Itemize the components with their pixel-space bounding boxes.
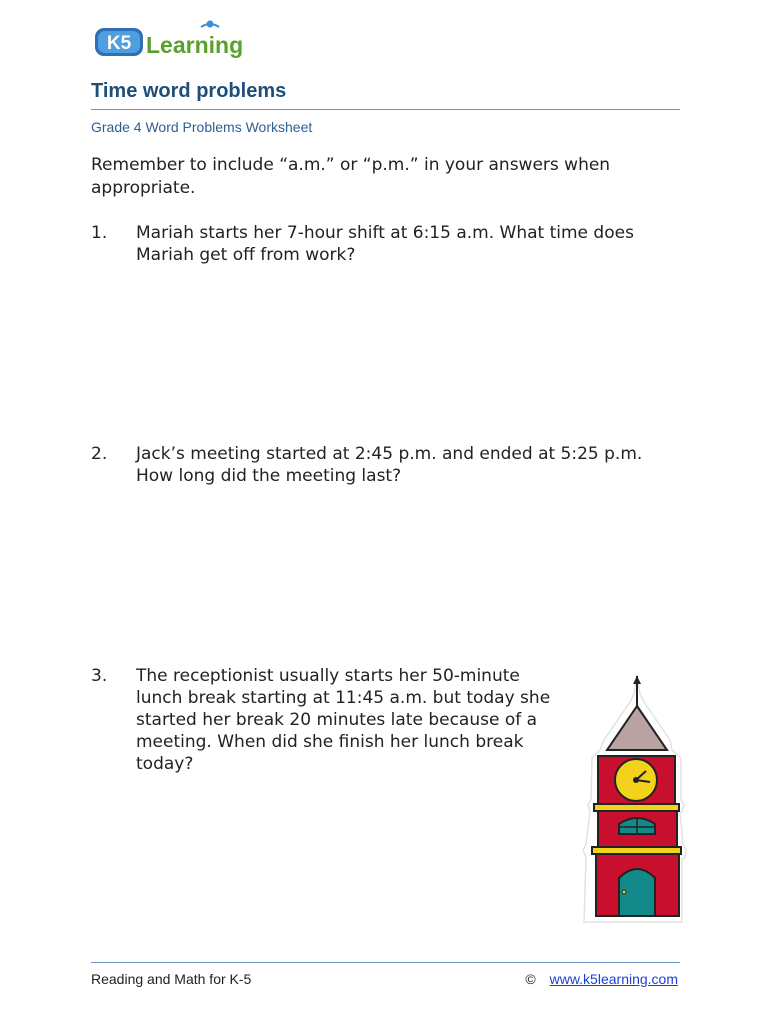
footer-divider bbox=[91, 962, 680, 963]
problem-number: 1. bbox=[91, 223, 108, 243]
svg-text:K5: K5 bbox=[106, 33, 132, 54]
problem-text: Jack’s meeting started at 2:45 p.m. and ended at 5:25 p.m. How long did the meeting last? bbox=[136, 444, 643, 486]
k5-learning-logo bbox=[93, 18, 263, 62]
problem-text: The receptionist usually starts her 50-minute lunch break starting at 11:45 a.m. but today she started her break 20 minutes late because of a meeting. When did she finish her lunch break today? bbox=[136, 666, 551, 774]
problem-text: Mariah starts her 7-hour shift at 6:15 a.m. What time does Mariah get off from work? bbox=[136, 223, 634, 265]
svg-text:Learning: Learning bbox=[146, 32, 244, 58]
problem-number: 3. bbox=[91, 666, 108, 686]
footer-tagline: Reading and Math for K-5 bbox=[91, 971, 252, 987]
instructions: Remember to include “a.m.” or “p.m.” in your answers when appropriate. bbox=[91, 155, 611, 198]
problem-number: 2. bbox=[91, 444, 108, 464]
worksheet-subtitle: Grade 4 Word Problems Worksheet bbox=[91, 119, 313, 135]
website-link[interactable]: www.k5learning.com bbox=[549, 971, 678, 987]
copyright-symbol: © bbox=[525, 971, 536, 987]
footer-credit bbox=[525, 971, 678, 987]
clock-tower-illustration bbox=[582, 672, 692, 924]
title-divider bbox=[91, 109, 680, 110]
page-title: Time word problems bbox=[91, 80, 287, 102]
